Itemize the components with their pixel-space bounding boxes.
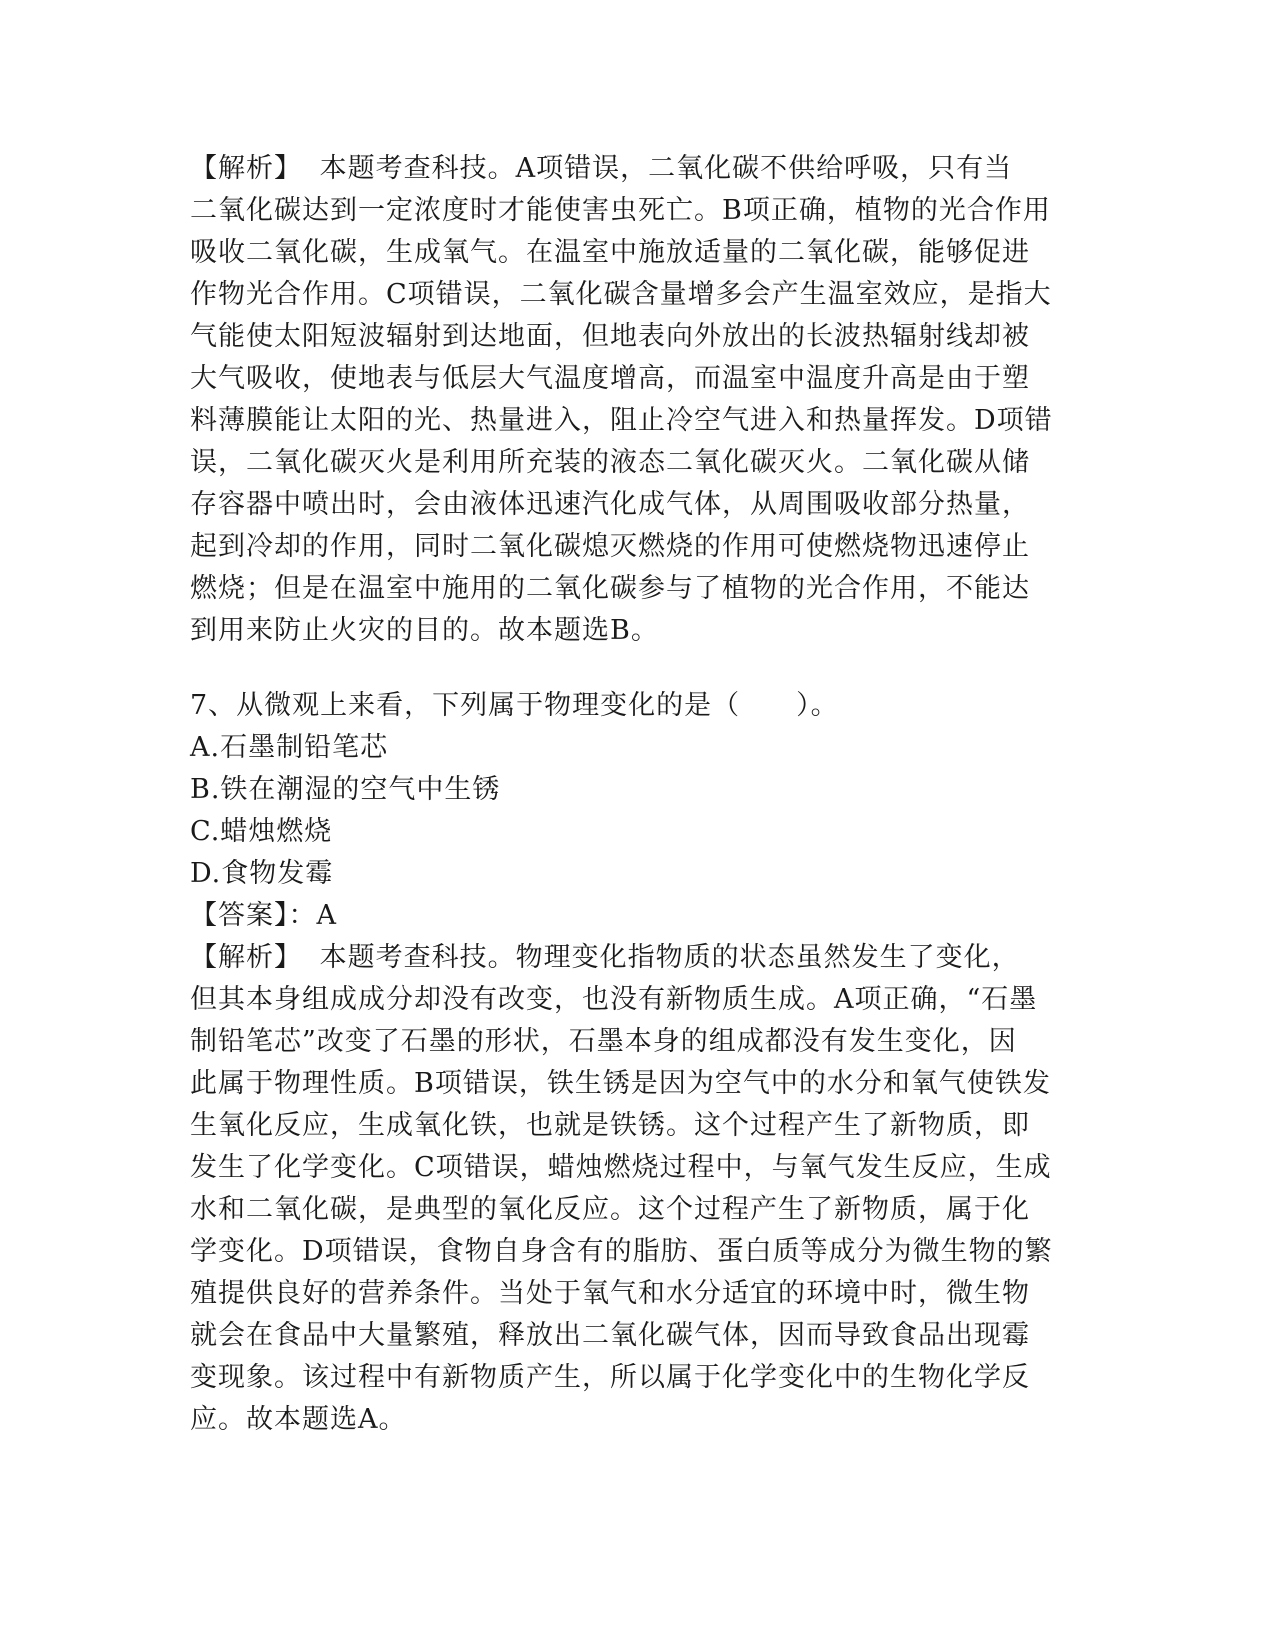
- analysis-text-line: 料薄膜能让太阳的光、热量进入，阻止冷空气进入和热量挥发。D项错: [190, 405, 1053, 436]
- analysis-text-line: 吸收二氧化碳，生成氧气。在温室中施放适量的二氧化碳，能够促进: [190, 237, 1030, 268]
- question-block-q7: [190, 685, 1090, 1441]
- analysis-text-line: 误，二氧化碳灭火是利用所充装的液态二氧化碳灭火。二氧化碳从储: [190, 447, 1030, 478]
- option-d: D.食物发霉: [190, 858, 334, 889]
- analysis-text-line: 学变化。D项错误，食物自身含有的脂肪、蛋白质等成分为微生物的繁: [190, 1236, 1053, 1267]
- analysis-text-line: 到用来防止火灾的目的。故本题选B。: [190, 615, 659, 646]
- analysis-text-line: 生氧化反应，生成氧化铁，也就是铁锈。这个过程产生了新物质，即: [190, 1110, 1030, 1141]
- analysis-text-line: 水和二氧化碳，是典型的氧化反应。这个过程产生了新物质，属于化: [190, 1194, 1030, 1225]
- analysis-text-line: 本题考查科技。A项错误，二氧化碳不供给呼吸，只有当: [319, 153, 1013, 184]
- analysis-text-line: 气能使太阳短波辐射到达地面，但地表向外放出的长波热辐射线却被: [190, 321, 1030, 352]
- question-stem: 7、从微观上来看，下列属于物理变化的是（ ）。: [190, 690, 839, 721]
- analysis-text-line: 本题考查科技。物理变化指物质的状态虽然发生了变化，: [319, 942, 1020, 973]
- analysis-text-line: 存容器中喷出时，会由液体迅速汽化成气体，从周围吸收部分热量，: [190, 489, 1030, 520]
- analysis-text-line: 变现象。该过程中有新物质产生，所以属于化学变化中的生物化学反: [190, 1362, 1030, 1393]
- analysis-text-line: 燃烧；但是在温室中施用的二氧化碳参与了植物的光合作用，不能达: [190, 573, 1030, 604]
- analysis-text-line: 但其本身组成成分却没有改变，也没有新物质生成。A项正确，“石墨: [190, 984, 1038, 1015]
- analysis-text-line: 发生了化学变化。C项错误，蜡烛燃烧过程中，与氧气发生反应，生成: [190, 1152, 1052, 1183]
- analysis-label: 【解析】: [190, 153, 302, 184]
- analysis-text-line: 此属于物理性质。B项错误，铁生锈是因为空气中的水分和氧气使铁发: [190, 1068, 1051, 1099]
- option-b: B.铁在潮湿的空气中生锈: [190, 774, 501, 805]
- analysis-first-line: [190, 148, 1090, 190]
- analysis-text-line: 殖提供良好的营养条件。当处于氧气和水分适宜的环境中时，微生物: [190, 1278, 1030, 1309]
- analysis-block-q6: [190, 148, 1090, 652]
- option-a: A.石墨制铅笔芯: [190, 732, 389, 763]
- analysis-text-line: 大气吸收，使地表与低层大气温度增高，而温室中温度升高是由于塑: [190, 363, 1030, 394]
- analysis-label: 【解析】: [190, 942, 302, 973]
- analysis-text-line: 二氧化碳达到一定浓度时才能使害虫死亡。B项正确，植物的光合作用: [190, 195, 1051, 226]
- analysis-text-line: 作物光合作用。C项错误，二氧化碳含量增多会产生温室效应，是指大: [190, 279, 1052, 310]
- analysis-first-line: [190, 937, 1090, 979]
- analysis-text-line: 起到冷却的作用，同时二氧化碳熄灭燃烧的作用可使燃烧物迅速停止: [190, 531, 1030, 562]
- answer-line: 【答案】：A: [190, 900, 337, 931]
- analysis-text-line: 就会在食品中大量繁殖，释放出二氧化碳气体，因而导致食品出现霉: [190, 1320, 1030, 1351]
- option-c: C.蜡烛燃烧: [190, 816, 333, 847]
- analysis-text-line: 制铅笔芯”改变了石墨的形状，石墨本身的组成都没有发生变化，因: [190, 1026, 1017, 1057]
- analysis-text-line: 应。故本题选A。: [190, 1404, 407, 1435]
